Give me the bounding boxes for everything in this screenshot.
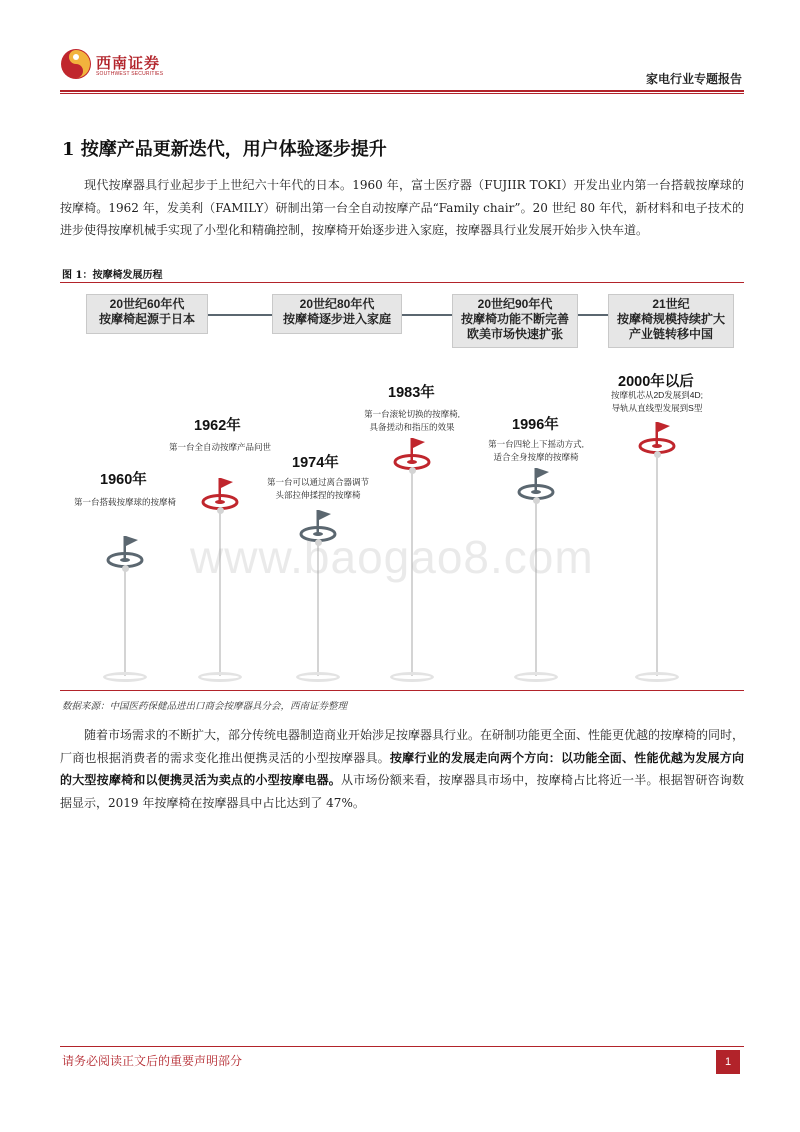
figure-source: 数据来源：中国医药保健品进出口商会按摩器具分会，西南证券整理 (62, 701, 348, 712)
milestone-year: 1962年 (194, 418, 241, 434)
watermark: www.baogao8.com (190, 531, 594, 583)
header-divider (60, 90, 744, 92)
era-box-title: 21世纪 (652, 297, 690, 311)
era-connector-line (196, 314, 656, 316)
era-box-text: 按摩椅起源于日本 (98, 312, 195, 326)
era-box-text: 欧美市场快速扩张 (466, 327, 563, 341)
milestone-description-line: 按摩机芯从2D发展到4D; (610, 390, 704, 400)
section-title: 1 按摩产品更新迭代，用户体验逐步提升 (62, 139, 387, 160)
milestone-description (45, 496, 205, 509)
report-type-label: 家电行业专题报告 (645, 72, 742, 86)
page-number: 1 (716, 1050, 740, 1074)
milestone-year: 1996年 (512, 417, 559, 433)
milestone-flag-icon (516, 466, 556, 500)
market-paragraph-text-1: 随着市场需求的不断扩大，部分传统电器制造商业开始涉足按摩器具行业。在研制功能更全面、性能更优越的按摩椅的同时，厂商也根据消费者的需求变化推出便携灵活的小型按摩器具。 (60, 728, 745, 765)
milestone-flag-icon (392, 436, 432, 470)
milestone-description (140, 441, 300, 454)
milestone-description-line: 头部拉伸揉捏的按摩椅 (275, 490, 361, 500)
milestone-description-line: 第一台滚轮切换的按摩椅, (364, 409, 460, 419)
milestone-pole (124, 568, 126, 676)
milestone-year: 2000年以后 (618, 374, 694, 390)
intro-paragraph (60, 174, 744, 242)
figure-caption: 图 1：按摩椅发展历程 (62, 270, 163, 281)
market-paragraph (60, 724, 744, 814)
logo-english-name: SOUTHWEST SECURITIES (96, 71, 164, 77)
milestone-description (456, 438, 616, 464)
milestone-pole-base (390, 672, 434, 682)
market-paragraph-emphasis: 按摩行业的发展走向两个方向：以功能全面、性能优越为发展方向的大型按摩椅和以便携灵活为卖点的小型按摩电器。 (60, 750, 744, 787)
milestone-pole-base (296, 672, 340, 682)
milestone-description (238, 476, 398, 502)
milestone-description (577, 389, 737, 415)
milestone-year: 1974年 (292, 455, 339, 471)
milestone-year: 1983年 (388, 385, 435, 401)
milestone-pole-base (198, 672, 242, 682)
figure-bottom-rule (60, 690, 744, 691)
era-box-text: 按摩椅规模持续扩大 (616, 312, 725, 326)
era-box-title: 20世纪80年代 (299, 297, 375, 311)
era-box-1980s (272, 294, 402, 334)
disclaimer-notice: 请务必阅读正文后的重要声明部分 (62, 1054, 243, 1068)
era-box-text: 产业链转移中国 (628, 327, 713, 341)
milestone-description-line: 导轨从直线型发展到S型 (611, 403, 703, 413)
milestone-description-line: 适合全身按摩的按摩椅 (493, 452, 579, 462)
era-box-1960s (86, 294, 208, 334)
era-box-text: 按摩椅功能不断完善 (460, 312, 569, 326)
milestone-pole-base (103, 672, 147, 682)
figure-top-rule (60, 282, 744, 283)
era-box-1990s (452, 294, 578, 348)
milestone-pole (656, 454, 658, 676)
logo-chinese-name: 西南证券 (96, 54, 161, 72)
intro-paragraph-text: 现代按摩器具行业起步于上世纪六十年代的日本。1960 年，富士医疗器（FUJIIR TOKI）开发出业内第一台搭载按摩球的按摩椅。1962 年，发美利（FAMILY）研制出第一台全自动按摩产品“Family chair”。20 世纪 80 年代，新材料和电子技术的进步使得按摩机械手实现了小型化和精确控制，按摩椅开始逐步进入家庭，按摩器具行业发展开始步入快车道。 (60, 178, 744, 237)
milestone-year: 1960年 (100, 472, 147, 488)
milestone-pole-base (635, 672, 679, 682)
logo-emblem-icon (60, 48, 92, 80)
milestone-description-line: 第一台可以通过离合器调节 (266, 477, 369, 487)
milestone-pole-base (514, 672, 558, 682)
milestone-pole (535, 500, 537, 676)
era-box-title: 20世纪60年代 (109, 297, 185, 311)
milestone-flag-icon (200, 476, 240, 510)
milestone-description-line: 第一台全自动按摩产品问世 (168, 442, 271, 452)
company-logo (60, 48, 180, 84)
milestone-description-line: 第一台搭载按摩球的按摩椅 (73, 497, 176, 507)
market-paragraph-text-2: 从市场份额来看，按摩器具市场中，按摩椅占比将近一半。根据智研咨询数据显示，2019 年按摩椅在按摩器具中占比达到了 47%。 (60, 773, 744, 810)
milestone-description-line: 第一台四轮上下摇动方式, (488, 439, 584, 449)
era-box-text: 按摩椅逐步进入家庭 (282, 312, 391, 326)
footer-divider (60, 1046, 744, 1047)
milestone-description-line: 具备搓动和指压的效果 (369, 422, 455, 432)
header-divider-thin (60, 93, 744, 94)
milestone-description (332, 408, 492, 434)
milestone-flag-icon (637, 420, 677, 454)
milestone-flag-icon (105, 534, 145, 568)
era-box-title: 20世纪90年代 (477, 297, 553, 311)
era-box-21st-century (608, 294, 734, 348)
